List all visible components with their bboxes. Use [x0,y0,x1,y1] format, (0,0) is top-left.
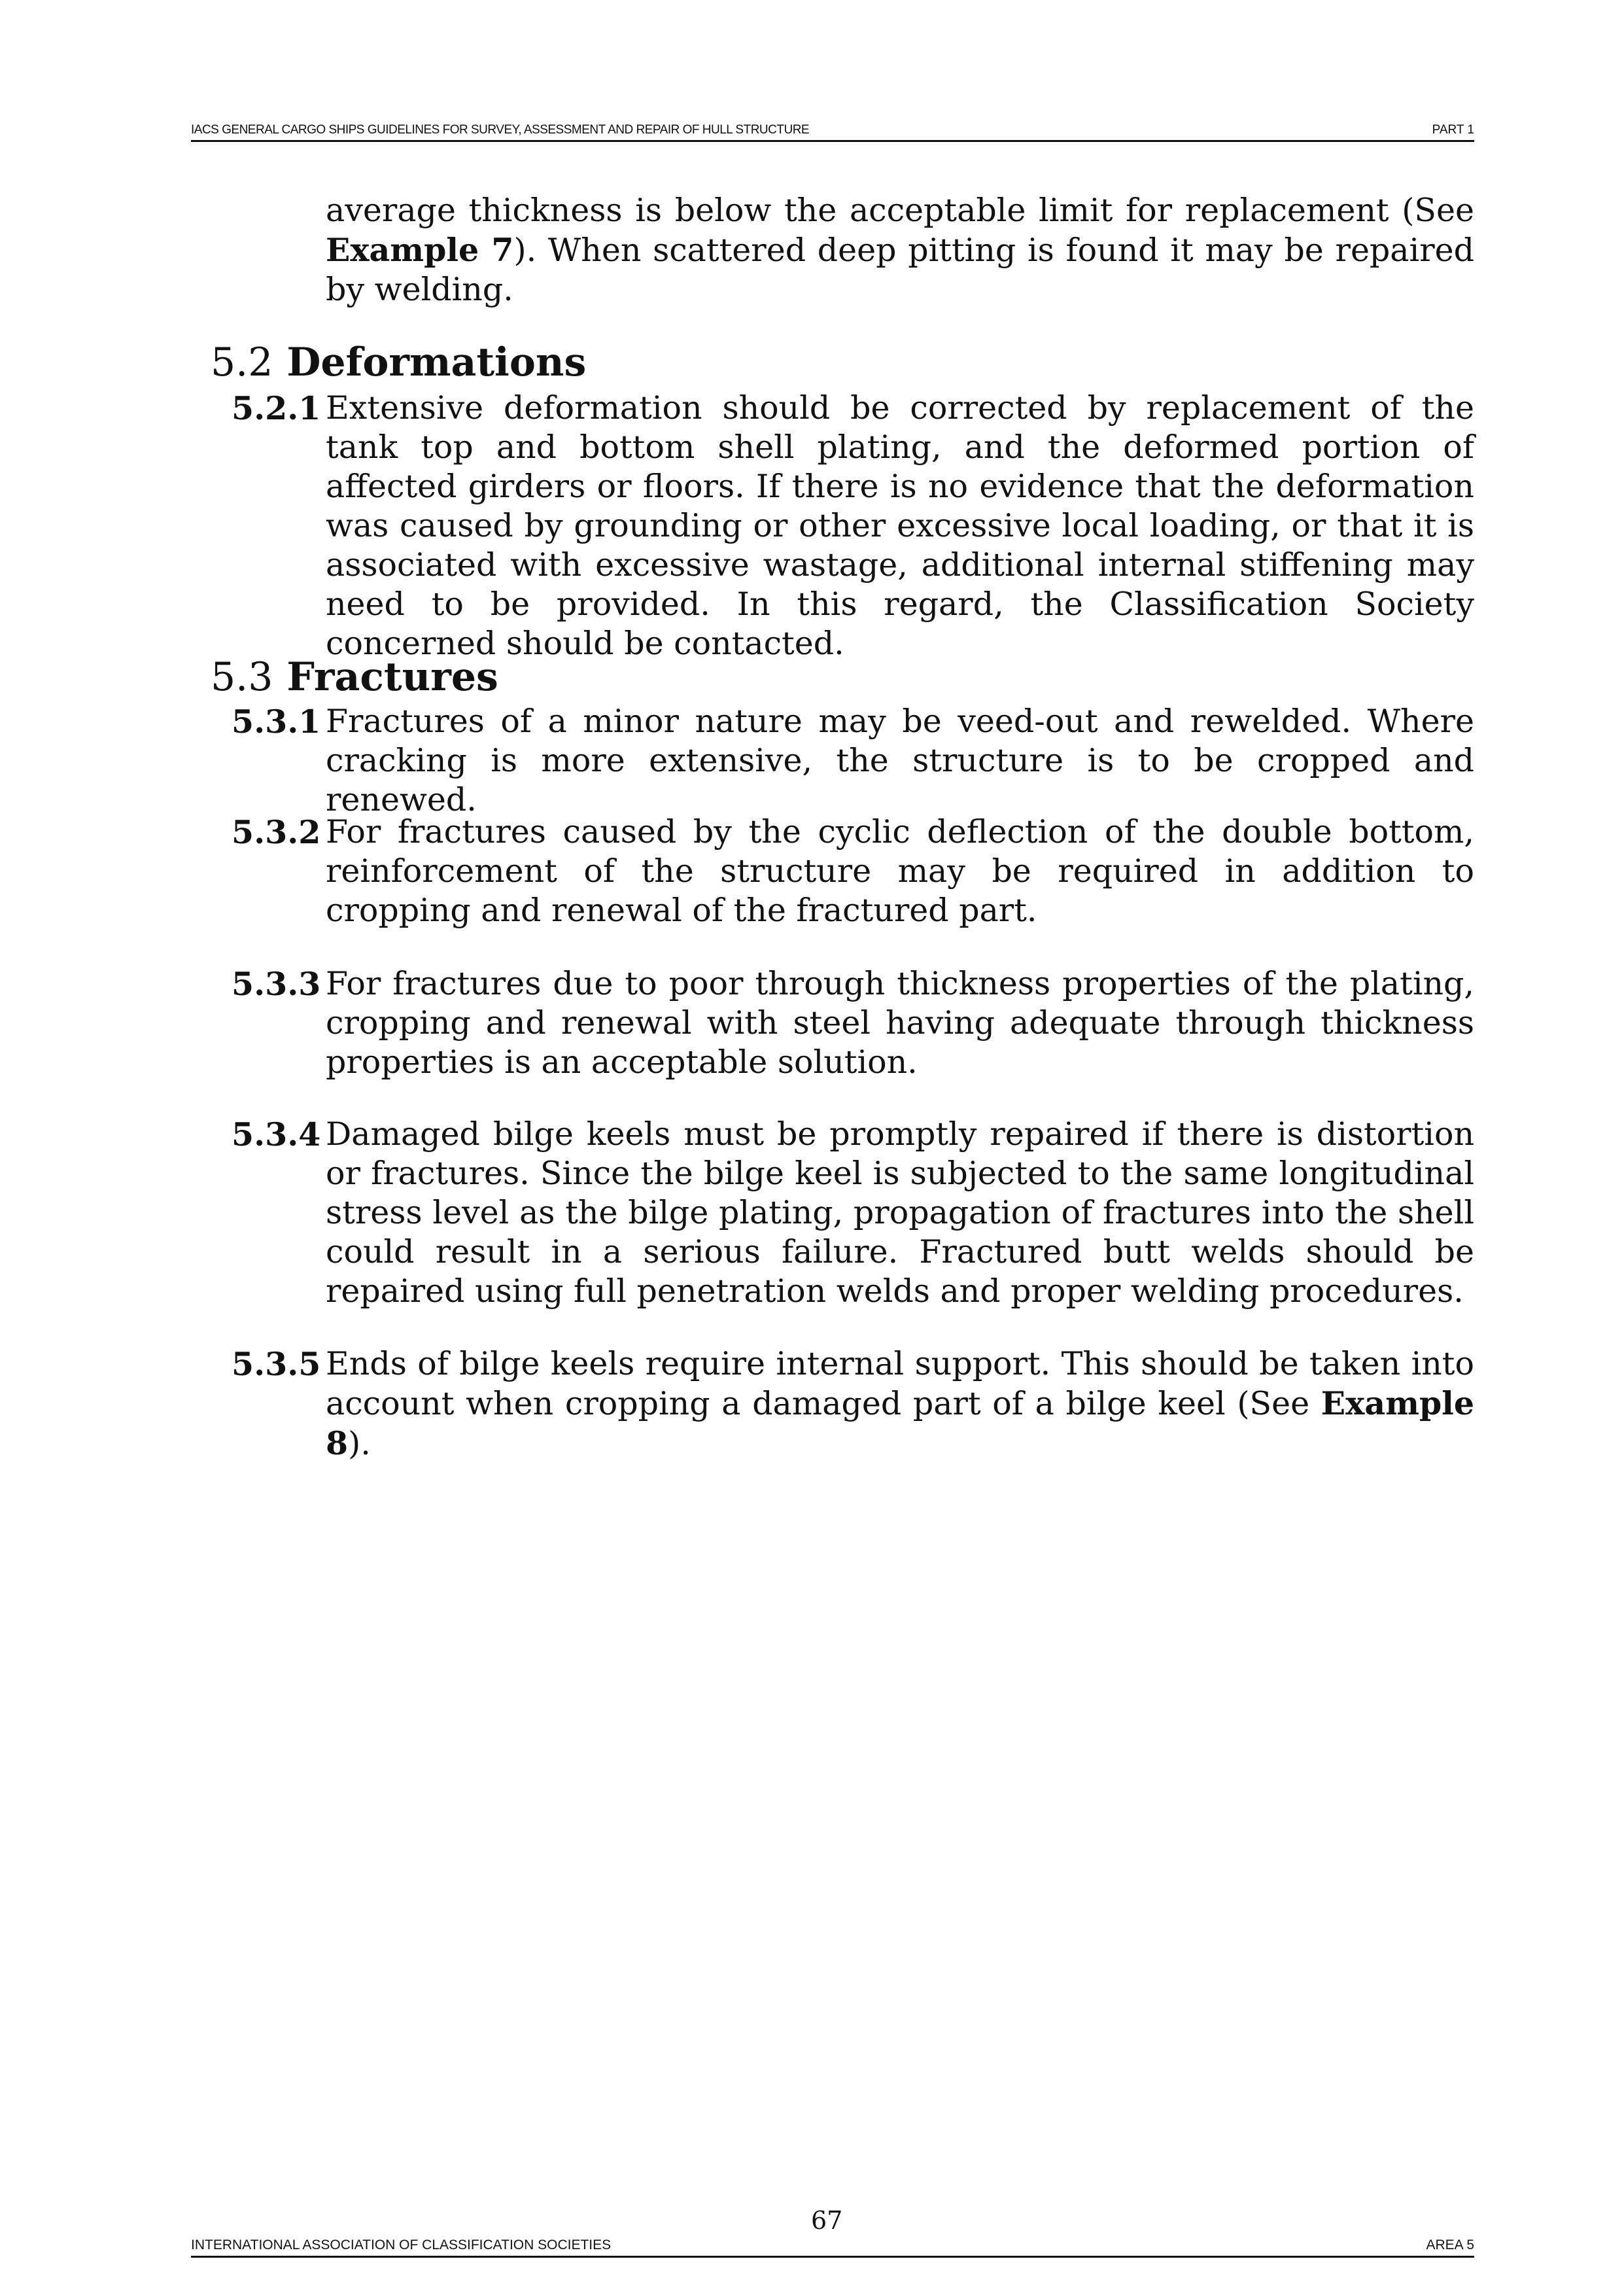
intro-text-2: ). When scattered deep pitting is found it may be repaired by welding. [326,232,1474,308]
footer-area: AREA 5 [1426,2237,1474,2252]
intro-paragraph [326,191,1474,309]
clause-text-5-2-1: Extensive deformation should be corrected by replacement of the tank top and bottom shell plating, and the deformed portion of affected girders or floors. If there is no evidence that the deformation was caused by grounding or other excessive local loading, or that it is associated with excessive wastage, additional internal stiffening may need to be provided. In this regard, the Classification Society concerned should be contacted. [326,389,1474,662]
clause-text-5-3-1: Fractures of a minor nature may be veed-out and rewelded. Where cracking is more extensive, the structure is to be cropped and renewed. [326,703,1474,818]
clause-text-5-3-4: Damaged bilge keels must be promptly repaired if there is distortion or fractures. Since the bilge keel is subjected to the same longitudinal stress level as the bilge plating, propagation of fractures into the shell could result in a serious failure. Fractured butt welds should be repaired using full penetration welds and proper welding procedures. [326,1115,1474,1310]
footer-organization: INTERNATIONAL ASSOCIATION OF CLASSIFICATION SOCIETIES [191,2237,612,2252]
section-heading-5-3 [211,654,498,700]
section-number: 5.3 [211,654,273,700]
clause-number-5-2-1: 5.2.1 [232,389,321,427]
section-number: 5.2 [211,340,273,385]
clause-text-5-3-5 [326,1344,1474,1463]
header-title: IACS GENERAL CARGO SHIPS GUIDELINES FOR SURVEY, ASSESSMENT AND REPAIR OF HULL STRUCTURE [191,123,810,137]
intro-text-1: average thickness is below the acceptable limit for replacement (See [326,192,1474,229]
clause-5-3-5-text-1: Ends of bilge keels require internal support. This should be taken into account when cropping a damaged part of a bilge keel (See [326,1345,1474,1422]
section-heading-5-2 [211,340,586,385]
clause-number-5-3-1: 5.3.1 [232,703,321,741]
example-8-reference: Example 8 [326,1384,1474,1462]
clause-number-5-3-3: 5.3.3 [232,965,321,1003]
page-number: 67 [811,2206,843,2235]
clause-number-5-3-5: 5.3.5 [232,1345,321,1383]
clause-number-5-3-2: 5.3.2 [232,813,321,851]
running-footer [191,2236,1474,2258]
clause-5-3-5-text-2: ). [348,1425,371,1462]
section-title: Deformations [286,340,587,385]
header-part: PART 1 [1432,123,1474,137]
clause-number-5-3-4: 5.3.4 [232,1115,321,1153]
running-header [191,118,1474,142]
clause-text-5-3-2: For fractures caused by the cyclic deflection of the double bottom, reinforcement of the structure may be required in addition to cropping and renewal of the fractured part. [326,813,1474,929]
clause-text-5-3-3: For fractures due to poor through thickness properties of the plating, cropping and renewal with steel having adequate through thickness properties is an acceptable solution. [326,965,1474,1081]
section-title: Fractures [286,654,498,700]
example-7-reference: Example 7 [326,231,514,269]
